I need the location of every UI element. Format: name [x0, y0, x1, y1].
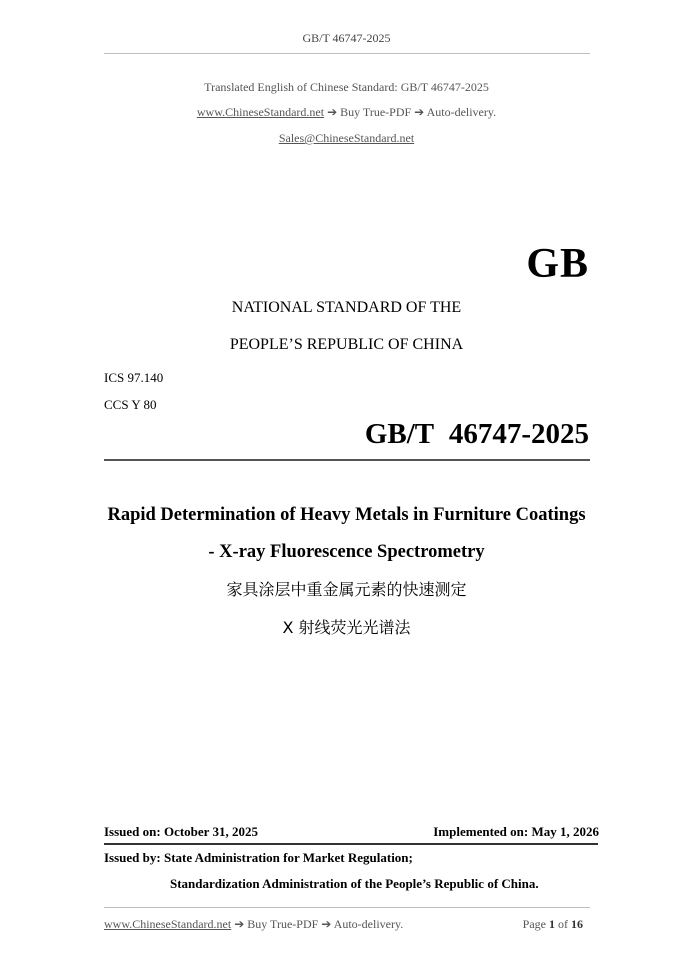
email-link[interactable]: Sales@ChineseStandard.net — [278, 131, 415, 145]
issued-by-line-2: Standardization Administration of the People’s Republic of China. — [170, 876, 539, 891]
national-standard-line-1: NATIONAL STANDARD OF THE — [231, 299, 462, 316]
footer-purchase-text: ➔ Buy True-PDF ➔ Auto-delivery. — [234, 917, 404, 931]
ccs-code: CCS Y 80 — [104, 397, 157, 412]
page-label: Page — [522, 917, 546, 931]
title-english-line-2: - X-ray Fluorescence Spectrometry — [208, 542, 485, 562]
issue-divider — [104, 843, 598, 845]
email-banner-line — [0, 131, 693, 146]
running-header: GB/T 46747-2025 — [302, 31, 391, 45]
page-current: 1 — [549, 917, 555, 931]
title-chinese-line-2: X 射线荧光光谱法 — [282, 618, 411, 637]
page-of: of — [558, 917, 568, 931]
issued-on-date: Issued on: October 31, 2025 — [104, 824, 258, 839]
title-chinese-line-1: 家具涂层中重金属元素的快速测定 — [226, 580, 467, 599]
ics-code: ICS 97.140 — [104, 370, 164, 385]
standard-number: GB/T 46747-2025 — [364, 418, 589, 450]
national-standard-line-2: PEOPLE’S REPUBLIC OF CHINA — [229, 336, 464, 353]
purchase-banner-line — [0, 105, 693, 120]
gb-mark: GB — [526, 241, 589, 287]
footer-divider — [104, 907, 590, 908]
translation-banner-line: Translated English of Chinese Standard: GB/T 46747-2025 — [204, 80, 489, 94]
implemented-on-date: Implemented on: May 1, 2026 — [433, 824, 599, 839]
footer-purchase-line — [104, 917, 403, 932]
site-link[interactable]: www.ChineseStandard.net — [196, 105, 325, 119]
page-indicator — [523, 917, 583, 932]
purchase-text: ➔ Buy True-PDF ➔ Auto-delivery. — [327, 105, 497, 119]
header-divider — [104, 53, 590, 54]
footer-site-link[interactable]: www.ChineseStandard.net — [104, 917, 232, 931]
issued-by-line-1: Issued by: State Administration for Market Regulation; — [104, 850, 413, 865]
page-total: 16 — [571, 917, 583, 931]
standard-number-divider — [104, 459, 590, 461]
title-english-line-1: Rapid Determination of Heavy Metals in Furniture Coatings — [107, 505, 586, 525]
